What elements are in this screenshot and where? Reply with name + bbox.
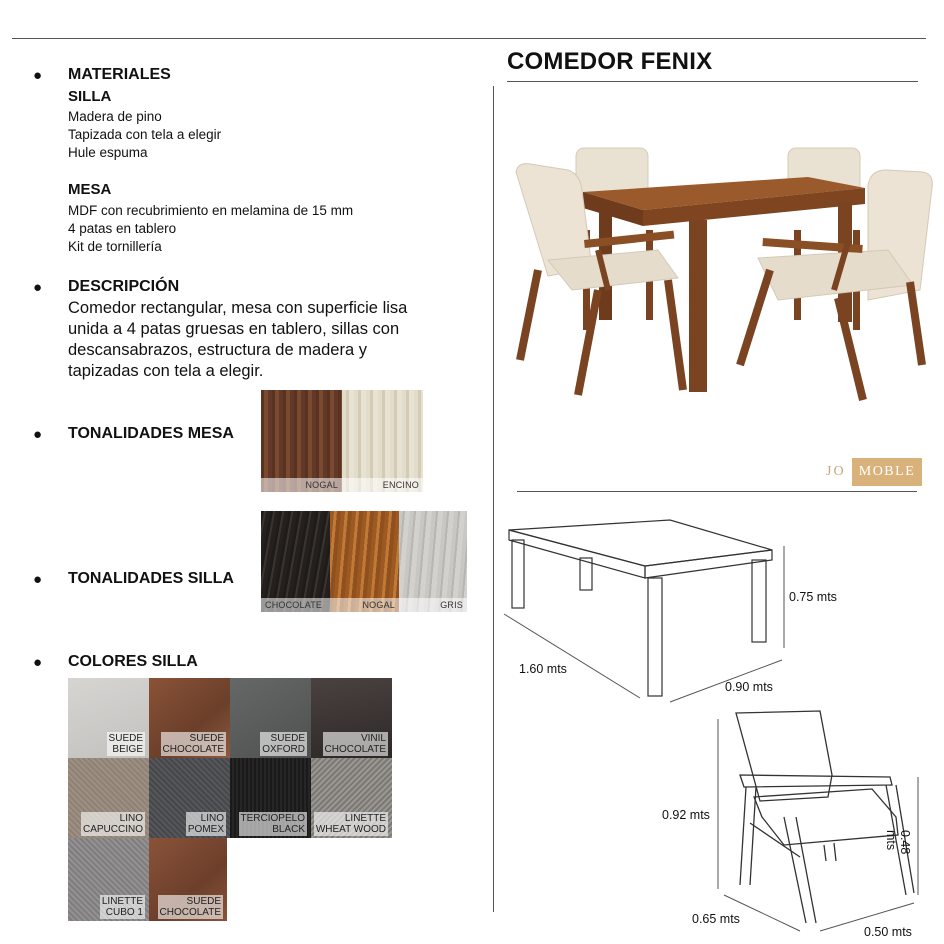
- length-dimension-line: [504, 614, 640, 698]
- swatch-gris[interactable]: [399, 511, 467, 612]
- colores-silla-heading: COLORES SILLA: [68, 653, 198, 670]
- swatch-encino[interactable]: [342, 390, 423, 492]
- fabric-label: SUEDE BEIGE: [108, 733, 143, 755]
- swatch-label: ENCINO: [342, 478, 423, 492]
- description-text: [68, 298, 468, 382]
- fabric-label: LINETTE CUBO 1: [101, 896, 143, 918]
- descripcion-heading: DESCRIPCIÓN: [68, 278, 180, 295]
- fabric-label: LINETTE WHEAT WOOD: [315, 813, 386, 835]
- dining-set-illustration: [508, 140, 938, 405]
- fabric-swatch[interactable]: [68, 758, 149, 838]
- silla-tone-swatches: [261, 511, 467, 612]
- swatch-label: NOGAL: [261, 478, 342, 492]
- mesa-materials-list: [68, 202, 353, 256]
- bullet-icon: ●: [33, 67, 43, 84]
- chair-dimension-drawing: [700, 705, 935, 935]
- list-item: Tapizada con tela a elegir: [68, 127, 222, 142]
- top-divider: [12, 38, 926, 39]
- fabric-label: SUEDE OXFORD: [262, 733, 305, 755]
- fabric-color-grid: [68, 678, 393, 921]
- description-line: tapizadas con tela a elegir.: [68, 362, 264, 380]
- logo-left-text: JO: [826, 464, 846, 479]
- section-divider: [517, 491, 917, 492]
- fabric-swatch[interactable]: [311, 678, 392, 758]
- fabric-swatch[interactable]: [149, 678, 230, 758]
- materiales-heading: MATERIALES: [68, 66, 171, 83]
- logo-right-text: MOBLE: [852, 458, 922, 486]
- swatch-chocolate[interactable]: [261, 511, 330, 612]
- tonalidades-silla-heading: TONALIDADES SILLA: [68, 570, 234, 587]
- fabric-swatch[interactable]: [230, 758, 311, 838]
- mesa-heading: MESA: [68, 181, 112, 198]
- description-line: unida a 4 patas gruesas en tablero, sillas con: [68, 320, 400, 338]
- list-item: 4 patas en tablero: [68, 221, 177, 236]
- swatch-label: GRIS: [399, 598, 467, 612]
- table-width-label: 0.90 mts: [725, 680, 773, 694]
- list-item: MDF con recubrimiento en melamina de 15 mm: [68, 203, 354, 218]
- table-height-label: 0.75 mts: [789, 590, 837, 604]
- tonalidades-mesa-heading: TONALIDADES MESA: [68, 425, 234, 442]
- silla-heading: SILLA: [68, 88, 112, 105]
- list-item: Madera de pino: [68, 109, 162, 124]
- chair-seat-label: 0.48 mts: [884, 830, 912, 855]
- bullet-icon: ●: [33, 654, 43, 671]
- fabric-label: TERCIOPELO BLACK: [240, 813, 305, 835]
- description-line: Comedor rectangular, mesa con superficie lisa: [68, 299, 408, 317]
- table-length-label: 1.60 mts: [519, 662, 567, 676]
- fabric-swatch[interactable]: [311, 758, 392, 838]
- fabric-label: LINO POMEX: [187, 813, 224, 835]
- fabric-label: LINO CAPUCCINO: [82, 813, 143, 835]
- fabric-label: SUEDE CHOCOLATE: [159, 896, 221, 918]
- swatch-nogal[interactable]: [261, 390, 342, 492]
- description-line: descansabrazos, estructura de madera y: [68, 341, 367, 359]
- fabric-label: VINIL CHOCOLATE: [324, 733, 386, 755]
- swatch-label: CHOCOLATE: [261, 598, 330, 612]
- fabric-label: SUEDE CHOCOLATE: [162, 733, 224, 755]
- column-divider: [493, 86, 494, 912]
- fabric-swatch[interactable]: [68, 678, 149, 758]
- bullet-icon: ●: [33, 571, 43, 588]
- swatch-nogal[interactable]: [330, 511, 399, 612]
- list-item: Kit de tornillería: [68, 239, 162, 254]
- chair-height-label: 0.92 mts: [662, 808, 710, 822]
- bullet-icon: ●: [33, 426, 43, 443]
- fabric-swatch[interactable]: [230, 678, 311, 758]
- list-item: Hule espuma: [68, 145, 148, 160]
- chair-width-label: 0.50 mts: [864, 925, 912, 939]
- swatch-label: NOGAL: [330, 598, 399, 612]
- fabric-swatch[interactable]: [149, 838, 227, 921]
- bullet-icon: ●: [33, 279, 43, 296]
- fabric-swatch[interactable]: [149, 758, 230, 838]
- fabric-swatch[interactable]: [68, 838, 149, 921]
- page-title: COMEDOR FENIX: [507, 48, 713, 75]
- silla-materials-list: [68, 108, 221, 162]
- chair-depth-label: 0.65 mts: [692, 912, 740, 926]
- title-underline: [507, 81, 918, 82]
- mesa-tone-swatches: [261, 390, 423, 492]
- brand-logo: [826, 458, 922, 486]
